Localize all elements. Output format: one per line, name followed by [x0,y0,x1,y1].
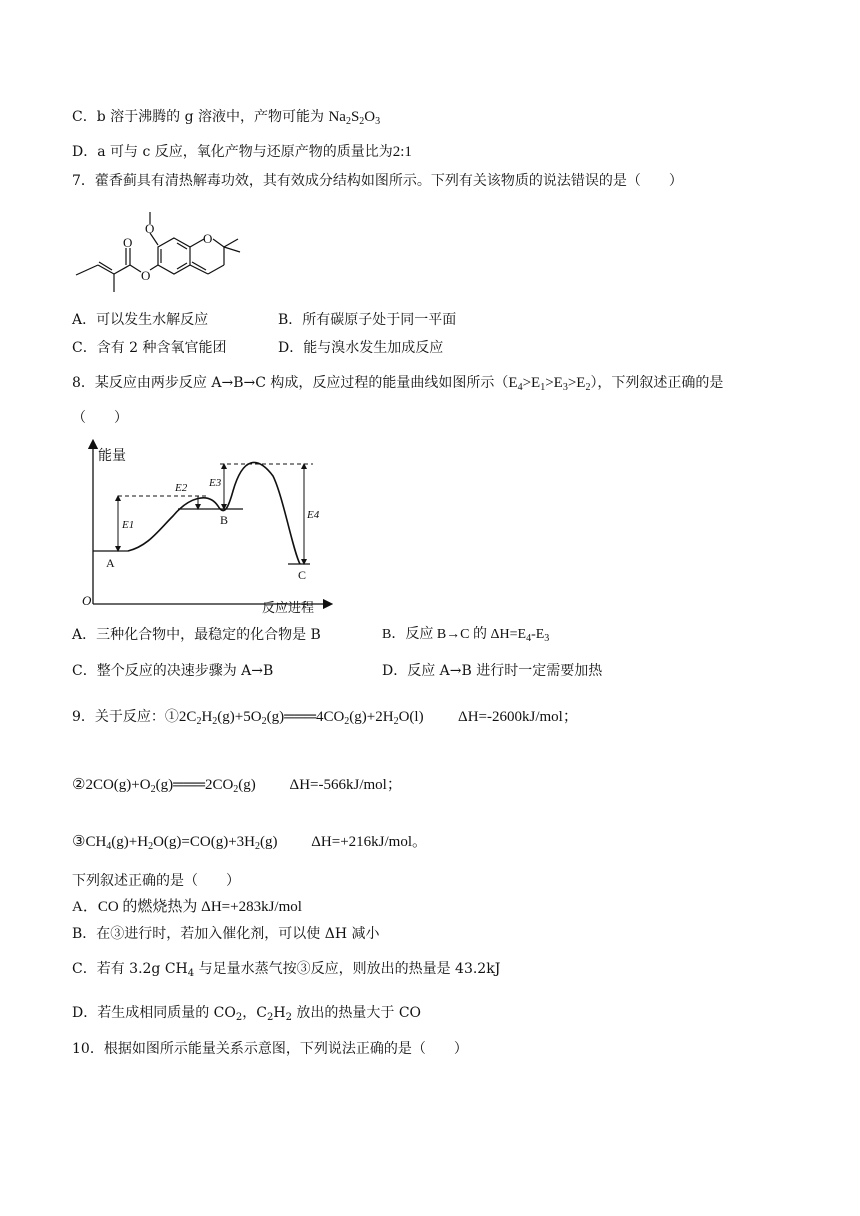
q7-stem: 7．藿香蓟具有清热解毒功效，其有效成分结构如图所示。下列有关该物质的说法错误的是（ ） [72,173,683,189]
q9-option-a: A．CO 的燃烧热为 ΔH=+283kJ/mol [72,899,302,915]
q8-option-c: C．整个反应的决速步骤为 A→B [72,663,274,679]
q9-reaction-1: 9．关于反应：$①2C_2H_2(g)+5O_2(g)═══4CO_2(g)+2H_2O(l)$ ΔH=-2600kJ/mol； [72,709,578,727]
q9-option-b: B．在③进行时，若加入催化剂，可以使 ΔH 减小 [72,926,380,942]
q9-reaction-2-equation: $②2CO(g)+O_2(g)═══2CO_2(g)$ [72,777,256,795]
q8-stem: 8．某反应由两步反应 A→B→C 构成，反应过程的能量曲线如图所示$(E_4>E_1>E_3>E_2)$，下列叙述正确的是 [72,375,724,393]
q8-chart-label-b: B [220,513,229,527]
q10-stem: 10．根据如图所示能量关系示意图，下列说法正确的是（ ） [72,1041,468,1057]
q8-option-b: B．反应 B→C 的 $\Delta H=E_4-E_3$ [382,627,550,644]
q7-option-d: D．能与溴水发生加成反应 [278,340,444,356]
q9-reaction-3 [72,832,427,852]
svg-text:O: O [145,221,155,236]
q9-reaction-1-dh: ΔH=-2600kJ/mol； [458,709,578,725]
q9-reaction-1-equation: $2C_2H_2(g)+5O_2(g)═══4CO_2(g)+2H_2O(l)$ [178,709,424,727]
q9-reaction-3-equation: $③CH_4(g)+H_2O(g)=CO(g)+3H_2(g)$ [72,834,278,852]
q9-reaction-2-dh: ΔH=-566kJ/mol； [289,777,402,793]
q8-chart-e2: E2 [175,482,188,494]
q8-chart-xlabel: 反应进程 [262,600,315,615]
q8-chart-e3: E3 [209,477,222,489]
q8-chart-label-a: A [106,556,115,570]
q8-option-a: A．三种化合物中，最稳定的化合物是 B [72,627,321,643]
q9-stem: 下列叙述正确的是（ ） [72,873,240,889]
q8-chart-e4: E4 [307,509,320,521]
q8-chart-label-c: C [298,568,307,582]
q7-option-a: A．可以发生水解反应 [72,312,209,328]
q9-option-c: C．若有 3.2g $CH_4$ 与足量水蒸气按③反应，则放出的热量是 43.2kJ [72,961,501,979]
q8-chart-ylabel: 能量 [98,449,126,464]
q7-molecule-structure [70,200,270,300]
q6-option-c: C．b 溶于沸腾的 g 溶液中，产物可能为 $Na_2S_2O_3$ [72,109,381,127]
q9-option-d: D．若生成相同质量的 $CO_2$，$C_2H_2$ 放出的热量大于 CO [72,1005,422,1023]
q8-stem-condition: $E_4>E_1>E_3>E_2$ [508,375,591,393]
svg-text:O: O [123,235,133,250]
svg-text:O: O [203,231,213,246]
q8-chart-origin: O [82,593,92,608]
q6-option-d: D．a 可与 c 反应，氧化产物与还原产物的质量比为2:1 [72,144,412,160]
q8-chart-e1: E1 [122,519,135,531]
q9-reaction-3-dh: ΔH=+216kJ/mol。 [311,834,427,850]
q8-option-d: D．反应 A→B 进行时一定需要加热 [382,663,603,679]
q7-option-c: C．含有 2 种含氧官能团 [72,340,227,356]
q9-reaction-2 [72,775,402,795]
q6-option-d-ratio: 2:1 [392,144,412,160]
q7-option-b: B．所有碳原子处于同一平面 [278,312,457,328]
q8-stem-paren: （ ） [72,410,128,426]
q6-option-c-formula: $Na_2S_2O_3$ [328,109,381,127]
svg-text:O: O [141,268,151,283]
q8-energy-diagram [78,436,338,616]
